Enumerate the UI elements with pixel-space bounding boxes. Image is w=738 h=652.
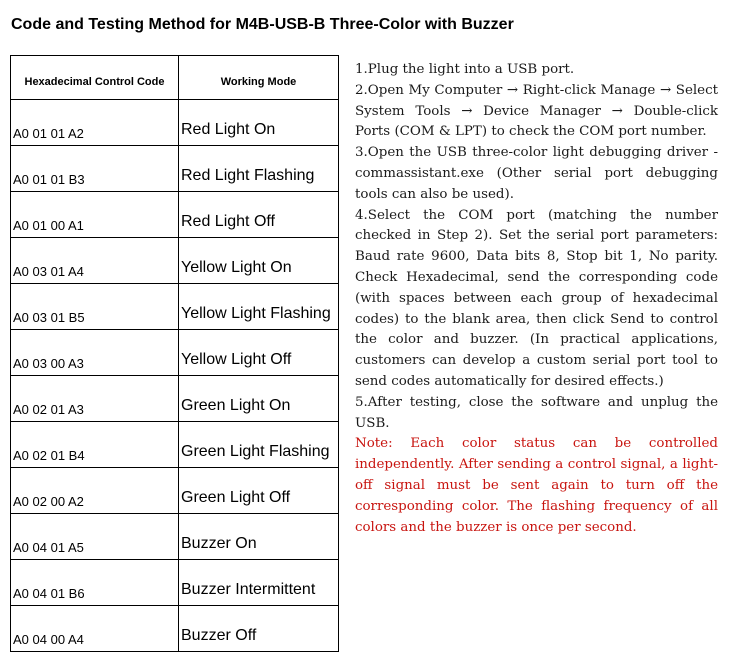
instruction-step-3: 3.Open the USB three-color light debugging driver - commassistant.exe (Other serial port debugging tools can also be used).	[355, 145, 718, 202]
table-row	[11, 376, 339, 422]
table-row	[11, 514, 339, 560]
working-mode-cell: Green Light Flashing	[179, 422, 339, 468]
instruction-step-5: 5.After testing, close the software and unplug the USB.	[355, 394, 718, 431]
instruction-step-1: 1.Plug the light into a USB port.	[355, 62, 575, 77]
working-mode-cell: Buzzer Off	[179, 606, 339, 652]
table-row	[11, 146, 339, 192]
table-row	[11, 606, 339, 652]
table-row	[11, 468, 339, 514]
working-mode-cell: Yellow Light Off	[179, 330, 339, 376]
hex-code-cell: A0 01 01 A2	[11, 100, 179, 146]
working-mode-cell: Red Light On	[179, 100, 339, 146]
table-header-row	[11, 56, 339, 100]
working-mode-cell: Buzzer On	[179, 514, 339, 560]
instruction-step-4: 4.Select the COM port (matching the number checked in Step 2). Set the serial port parameters: Baud rate 9600, Data bits 8, Stop bit 1, No parity. Check Hexadecimal, send the corresponding code (with spaces between each group of hexadecimal codes) to the blank area, then click Send to control the color and buzzer. (In practical applications, customers can develop a custom serial port tool to send codes automatically for desired effects.)	[355, 207, 718, 389]
hex-code-cell: A0 02 01 A3	[11, 376, 179, 422]
table-row	[11, 100, 339, 146]
working-mode-cell: Yellow Light On	[179, 238, 339, 284]
testing-instructions	[355, 60, 718, 538]
header-working-mode: Working Mode	[179, 56, 339, 100]
table-row	[11, 192, 339, 238]
hex-code-cell: A0 03 01 A4	[11, 238, 179, 284]
hex-code-cell: A0 04 01 B6	[11, 560, 179, 606]
header-hex-code: Hexadecimal Control Code	[11, 56, 179, 100]
working-mode-cell: Green Light On	[179, 376, 339, 422]
working-mode-cell: Yellow Light Flashing	[179, 284, 339, 330]
table-row	[11, 238, 339, 284]
control-code-table	[10, 55, 339, 652]
working-mode-cell: Red Light Off	[179, 192, 339, 238]
hex-code-cell: A0 03 00 A3	[11, 330, 179, 376]
instruction-step-2: 2.Open My Computer → Right-click Manage → Select System Tools → Device Manager → Double-click Ports (COM & LPT) to check the COM port number.	[355, 82, 718, 140]
table-row	[11, 422, 339, 468]
hex-code-cell: A0 01 01 B3	[11, 146, 179, 192]
working-mode-cell: Green Light Off	[179, 468, 339, 514]
hex-code-cell: A0 04 01 A5	[11, 514, 179, 560]
hex-code-cell: A0 04 00 A4	[11, 606, 179, 652]
working-mode-cell: Buzzer Intermittent	[179, 560, 339, 606]
note-text: Note: Each color status can be controlled independently. After sending a control signal, a light-off signal must be sent again to turn off the corresponding color. The flashing frequency of all colors and the buzzer is once per second.	[355, 436, 718, 535]
hex-code-cell: A0 02 01 B4	[11, 422, 179, 468]
table-row	[11, 330, 339, 376]
hex-code-cell: A0 01 00 A1	[11, 192, 179, 238]
hex-code-cell: A0 02 00 A2	[11, 468, 179, 514]
table-row	[11, 284, 339, 330]
working-mode-cell: Red Light Flashing	[179, 146, 339, 192]
table-row	[11, 560, 339, 606]
hex-code-cell: A0 03 01 B5	[11, 284, 179, 330]
document-title: Code and Testing Method for M4B-USB-B Three-Color with Buzzer	[11, 16, 514, 33]
